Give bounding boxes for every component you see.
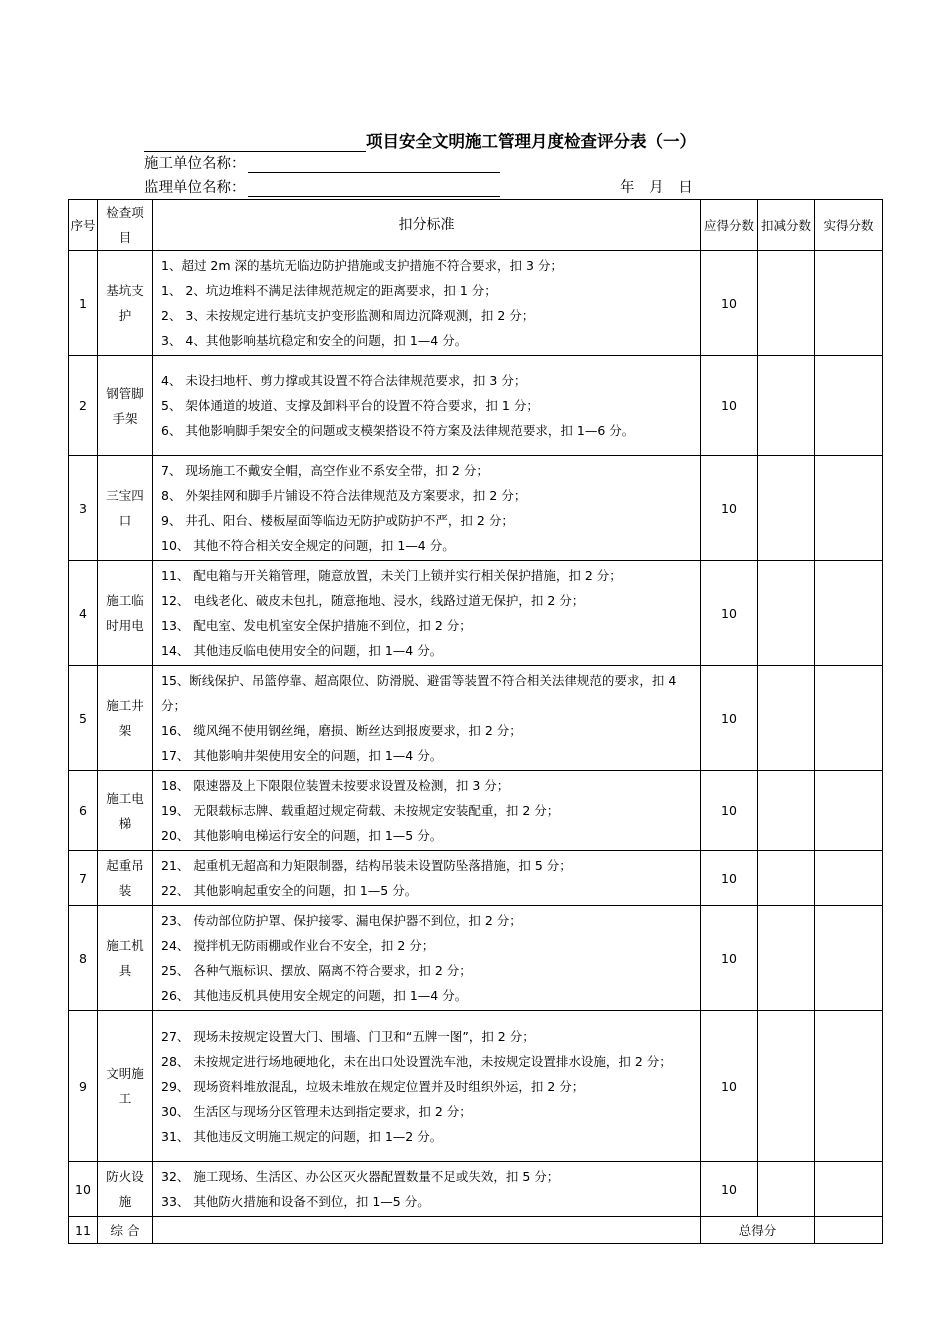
row-deduct-cell[interactable]: [758, 906, 815, 1011]
row-score: 10: [701, 906, 758, 1011]
row-actual-cell[interactable]: [815, 456, 883, 561]
row-seq: 8: [69, 906, 98, 1011]
header-seq: 序号: [69, 200, 98, 251]
table-row: [69, 666, 883, 771]
row-criteria: [153, 251, 701, 356]
criterion: 9、 井孔、阳台、楼板屋面等临边无防护或防护不严，扣 2 分；: [161, 513, 514, 528]
summary-item: 综 合: [98, 1217, 153, 1244]
row-criteria: [153, 851, 701, 906]
header-row: [69, 200, 883, 251]
row-seq: 10: [69, 1162, 98, 1217]
table-row: [69, 356, 883, 456]
header-deduct: 扣减分数: [758, 200, 815, 251]
row-actual-cell[interactable]: [815, 771, 883, 851]
row-deduct-cell[interactable]: [758, 356, 815, 456]
title-line: [144, 128, 696, 150]
supervision-unit-field[interactable]: [248, 181, 500, 197]
row-deduct-cell[interactable]: [758, 1011, 815, 1162]
table-row: [69, 906, 883, 1011]
criterion: 23、 传动部位防护罩、保护接零、漏电保护器不到位，扣 2 分；: [161, 913, 522, 928]
total-score-label: 总得分: [701, 1217, 815, 1244]
supervision-unit-row: [144, 176, 500, 197]
row-score: 10: [701, 356, 758, 456]
table-row: [69, 1011, 883, 1162]
criterion: 22、 其他影响起重安全的问题，扣 1—5 分。: [161, 883, 418, 898]
row-deduct-cell[interactable]: [758, 851, 815, 906]
criterion: 16、 缆风绳不使用钢丝绳，磨损、断丝达到报废要求，扣 2 分；: [161, 723, 522, 738]
criterion: 29、 现场资料堆放混乱，垃圾未堆放在规定位置并及时组织外运，扣 2 分；: [161, 1078, 585, 1094]
row-seq: 1: [69, 251, 98, 356]
criterion: 28、 未按规定进行场地硬地化，未在出口处设置洗车池，未按规定设置排水设施，扣 2 分；: [161, 1053, 672, 1069]
row-seq: 5: [69, 666, 98, 771]
criterion: 26、 其他违反机具使用安全规定的问题，扣 1—4 分。: [161, 988, 468, 1003]
criterion: 17、 其他影响井架使用安全的问题，扣 1—4 分。: [161, 748, 443, 763]
row-seq: 4: [69, 561, 98, 666]
summary-notes-cell[interactable]: [153, 1217, 701, 1244]
form-title: 项目安全文明施工管理月度检查评分表（一）: [366, 132, 696, 151]
row-item: 钢管脚手架: [98, 356, 153, 456]
row-seq: 9: [69, 1011, 98, 1162]
row-item: 基坑支护: [98, 251, 153, 356]
row-seq: 3: [69, 456, 98, 561]
criterion: 7、 现场施工不戴安全帽，高空作业不系安全带，扣 2 分；: [161, 463, 489, 478]
row-deduct-cell[interactable]: [758, 251, 815, 356]
table-row: [69, 561, 883, 666]
row-item: 三宝四口: [98, 456, 153, 561]
table-row: [69, 851, 883, 906]
criterion: 19、 无限载标志牌、载重超过规定荷载、未按规定安装配重，扣 2 分；: [161, 803, 560, 818]
criterion: 6、 其他影响脚手架安全的问题或支模架搭设不符方案及法律规范要求，扣 1—6 分。: [161, 423, 635, 438]
row-actual-cell[interactable]: [815, 251, 883, 356]
row-criteria: [153, 666, 701, 771]
row-score: 10: [701, 771, 758, 851]
header-item: 检查项目: [98, 200, 153, 251]
criterion: 13、 配电室、发电机室安全保护措施不到位，扣 2 分；: [161, 618, 472, 633]
criterion: 25、 各种气瓶标识、摆放、隔离不符合要求，扣 2 分；: [161, 963, 472, 978]
row-actual-cell[interactable]: [815, 906, 883, 1011]
row-score: 10: [701, 251, 758, 356]
header-actual: 实得分数: [815, 200, 883, 251]
construction-unit-label: 施工单位名称：: [144, 156, 246, 172]
row-deduct-cell[interactable]: [758, 1162, 815, 1217]
row-score: 10: [701, 456, 758, 561]
header-criteria: 扣分标准: [153, 200, 701, 251]
row-criteria: [153, 456, 701, 561]
criterion: 14、 其他违反临电使用安全的问题，扣 1—4 分。: [161, 643, 443, 658]
construction-unit-row: [144, 152, 500, 173]
criterion: 18、 限速器及上下限限位装置未按要求设置及检测，扣 3 分；: [161, 778, 510, 793]
criterion: 1、超过 2m 深的基坑无临边防护措施或支护措施不符合要求，扣 3 分；: [161, 258, 563, 273]
row-item: 施工临时用电: [98, 561, 153, 666]
project-name-blank: [144, 133, 366, 152]
criterion: 4、 未设扫地杆、剪力撑或其设置不符合法律规范要求，扣 3 分；: [161, 373, 527, 388]
row-item: 施工电梯: [98, 771, 153, 851]
row-score: 10: [701, 851, 758, 906]
row-deduct-cell[interactable]: [758, 666, 815, 771]
criterion: 10、 其他不符合相关安全规定的问题，扣 1—4 分。: [161, 538, 455, 553]
header-score: 应得分数: [701, 200, 758, 251]
criterion: 32、 施工现场、生活区、办公区灭火器配置数量不足或失效，扣 5 分；: [161, 1169, 560, 1184]
criterion: 24、 搅拌机无防雨棚或作业台不安全，扣 2 分；: [161, 938, 435, 953]
row-item: 施工井架: [98, 666, 153, 771]
date-label: 年 月 日: [620, 180, 693, 196]
row-actual-cell[interactable]: [815, 1011, 883, 1162]
row-actual-cell[interactable]: [815, 1162, 883, 1217]
row-actual-cell[interactable]: [815, 561, 883, 666]
criterion: 27、 现场未按规定设置大门、围墙、门卫和“五牌一图”，扣 2 分；: [161, 1028, 535, 1044]
table-row: [69, 1162, 883, 1217]
table-row: [69, 771, 883, 851]
summary-row: [69, 1217, 883, 1244]
construction-unit-field[interactable]: [248, 157, 500, 173]
table-row: [69, 251, 883, 356]
criterion: 1、 2、坑边堆料不满足法律规范规定的距离要求，扣 1 分；: [161, 283, 497, 298]
row-item: 防火设施: [98, 1162, 153, 1217]
row-item: 文明施工: [98, 1011, 153, 1162]
criterion: 20、 其他影响电梯运行安全的问题，扣 1—5 分。: [161, 828, 443, 843]
row-score: 10: [701, 1011, 758, 1162]
row-actual-cell[interactable]: [815, 356, 883, 456]
criterion: 33、 其他防火措施和设备不到位，扣 1—5 分。: [161, 1194, 430, 1209]
row-criteria: [153, 1011, 701, 1162]
row-seq: 2: [69, 356, 98, 456]
row-score: 10: [701, 561, 758, 666]
criterion: 3、 4、其他影响基坑稳定和安全的问题，扣 1—4 分。: [161, 333, 468, 348]
row-actual-cell[interactable]: [815, 851, 883, 906]
criterion: 8、 外架挂网和脚手片铺设不符合法律规范及方案要求，扣 2 分；: [161, 488, 527, 503]
supervision-unit-label: 监理单位名称：: [144, 180, 246, 196]
row-seq: 7: [69, 851, 98, 906]
summary-seq: 11: [69, 1217, 98, 1244]
criterion: 21、 起重机无超高和力矩限制器，结构吊装未设置防坠落措施，扣 5 分；: [161, 858, 572, 873]
row-criteria: [153, 356, 701, 456]
row-criteria: [153, 561, 701, 666]
row-deduct-cell[interactable]: [758, 561, 815, 666]
criterion: 30、 生活区与现场分区管理未达到指定要求，扣 2 分；: [161, 1103, 472, 1119]
row-actual-cell[interactable]: [815, 666, 883, 771]
criterion: 12、 电线老化、破皮未包扎，随意拖地、浸水，线路过道无保护，扣 2 分；: [161, 593, 585, 608]
criterion: 15、断线保护、吊篮停靠、超高限位、防滑脱、避雷等装置不符合相关法律规范的要求，扣 4 分；: [161, 673, 677, 713]
row-criteria: [153, 906, 701, 1011]
score-table: [68, 199, 883, 1244]
row-deduct-cell[interactable]: [758, 771, 815, 851]
row-deduct-cell[interactable]: [758, 456, 815, 561]
criterion: 11、 配电箱与开关箱管理，随意放置，未关门上锁并实行相关保护措施，扣 2 分；: [161, 568, 622, 583]
row-score: 10: [701, 1162, 758, 1217]
row-criteria: [153, 771, 701, 851]
table-row: [69, 456, 883, 561]
total-score-cell[interactable]: [815, 1217, 883, 1244]
row-seq: 6: [69, 771, 98, 851]
criterion: 2、 3、未按规定进行基坑支护变形监测和周边沉降观测，扣 2 分；: [161, 308, 535, 323]
criterion: 5、 架体通道的坡道、支撑及卸料平台的设置不符合要求，扣 1 分；: [161, 398, 539, 413]
criterion: 31、 其他违反文明施工规定的问题，扣 1—2 分。: [161, 1128, 443, 1144]
row-criteria: [153, 1162, 701, 1217]
row-item: 施工机具: [98, 906, 153, 1011]
row-item: 起重吊装: [98, 851, 153, 906]
row-score: 10: [701, 666, 758, 771]
